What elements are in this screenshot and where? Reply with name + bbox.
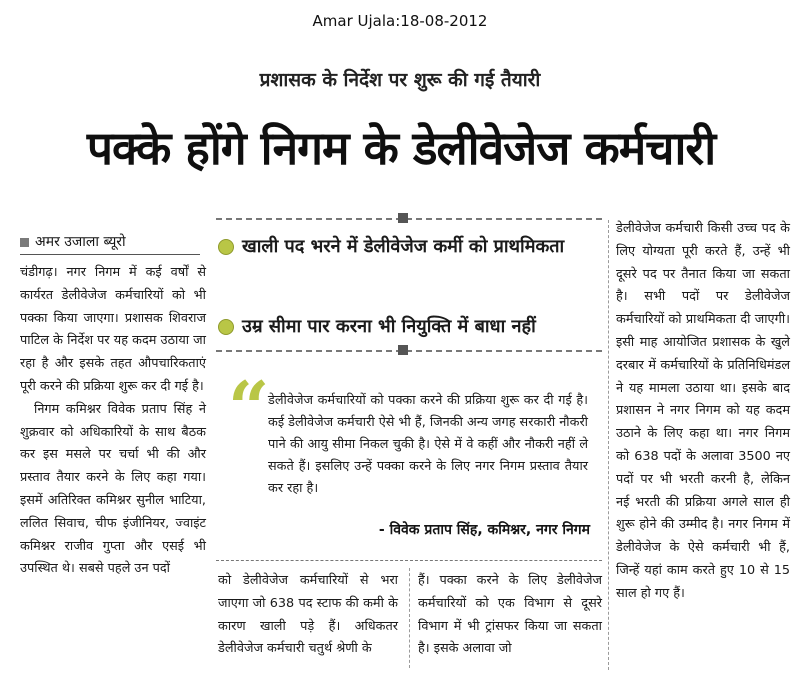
byline-text: अमर उजाला ब्यूरो bbox=[35, 234, 126, 250]
column-rule bbox=[608, 220, 609, 670]
middle-column-a: को डेलीवेजेज कर्मचारियों से भरा जाएगा जो 638 पद स्टाफ की कमी के कारण खाली पड़े हैं। अधिकतर डेलीवेजेज कर्मचारी चतुर्थ श्रेणी के bbox=[218, 573, 398, 657]
left-column bbox=[20, 262, 206, 581]
highlight-text: उम्र सीमा पार करना भी नियुक्ति में बाधा नहीं bbox=[242, 316, 536, 337]
bottom-dashed-divider bbox=[216, 560, 602, 561]
headline: पक्के होंगे निगम के डेलीवेजेज कर्मचारी bbox=[86, 121, 716, 175]
divider-square-icon bbox=[398, 213, 408, 223]
middle-column-b: हैं। पक्का करने के लिए डेलीवेजेज कर्मचारियों को एक विभाग से दूसरे विभाग में भी ट्रांसफर किया जा सकता है। इसके अलावा जो bbox=[418, 573, 602, 657]
right-column: डेलीवेजेज कर्मचारी किसी उच्च पद के लिए योग्यता पूरी करते हैं, उन्हें भी दूसरे पद पर तैनात किया जा सकता है। सभी पदों पर डेलीवेजेज कर्मचारियों को प्राथमिकता दी जाएगी। इसी माह आयोजित प्रशासक के खुले दरबार में कर्मचारियों के प्रतिनिधिमंडल ने यह मामला उठाया था। इसके बाद प्रशासन ने नगर निगम को यह कदम उठाने के लिए कहा था। नगर निगम को 638 पदों के अलावा 3500 नए पदों पर भी भरती करनी है, लेकिन नई भरती की प्रक्रिया अगले साल ही शुरू होने की उम्मीद है। नगर निगम में डेलीवेजेज के ऐसे कर्मचारी भी हैं, जिन्हें यहां काम करते हुए 10 से 15 साल हो गए हैं। bbox=[616, 221, 790, 601]
column-rule bbox=[409, 568, 410, 668]
quote-attribution: - विवेक प्रताप सिंह, कमिश्नर, नगर निगम bbox=[378, 522, 590, 538]
green-bullet-icon bbox=[218, 319, 234, 335]
divider-square-icon bbox=[398, 345, 408, 355]
clipping-caption: Amar Ujala:18-08-2012 bbox=[312, 12, 488, 30]
highlight-two bbox=[218, 312, 598, 342]
kicker: प्रशासक के निर्देश पर शुरू की गई तैयारी bbox=[259, 69, 541, 91]
top-dashed-divider bbox=[216, 218, 602, 220]
quote-mark-icon: “ bbox=[228, 365, 270, 450]
highlight-one bbox=[218, 232, 598, 262]
green-bullet-icon bbox=[218, 239, 234, 255]
middle-dashed-divider bbox=[216, 350, 602, 352]
square-bullet-icon bbox=[20, 238, 29, 247]
highlight-text: खाली पद भरने में डेलीवेजेज कर्मी को प्राथमिकता bbox=[242, 236, 565, 257]
pull-quote: डेलीवेजेज कर्मचारियों को पक्का करने की प्रक्रिया शुरू कर दी गई है। कई डेलीवेजेज कर्मचारी ऐसे भी हैं, जिनकी अन्य जगह सरकारी नौकरी पाने की आयु सीमा निकल चुकी है। ऐसे में वे कहीं और नौकरी नहीं ले सकते हैं। इसलिए उन्हें पक्का करने के लिए नगर निगम प्रस्ताव तैयार कर रहा है। bbox=[268, 393, 588, 496]
left-paragraph: निगम कमिश्नर विवेक प्रताप सिंह ने शुक्रवार को अधिकारियों के साथ बैठक कर इस मसले पर चर्चा भी की और प्रस्ताव तैयार करने के लिए कहा गया। इसमें अतिरिक्त कमिश्नर सुनील भाटिया, ललित सिवाच, चीफ इंजीनियर, ज्वाइंट कमिश्नर राजीव गुप्ता और एसई भी उपस्थित थे। सबसे पहले उन पदों bbox=[20, 401, 206, 577]
byline bbox=[20, 232, 200, 255]
left-paragraph: चंडीगढ़। नगर निगम में कई वर्षों से कार्यरत डेलीवेजेज कर्मचारियों को भी पक्का किया जाएगा। प्रशासक शिवराज पाटिल के निर्देश पर यह कदम उठाया जा रहा है और इसके तहत औपचारिकताएं पूरी करने की प्रक्रिया शुरू कर दी गई है। bbox=[20, 265, 206, 394]
